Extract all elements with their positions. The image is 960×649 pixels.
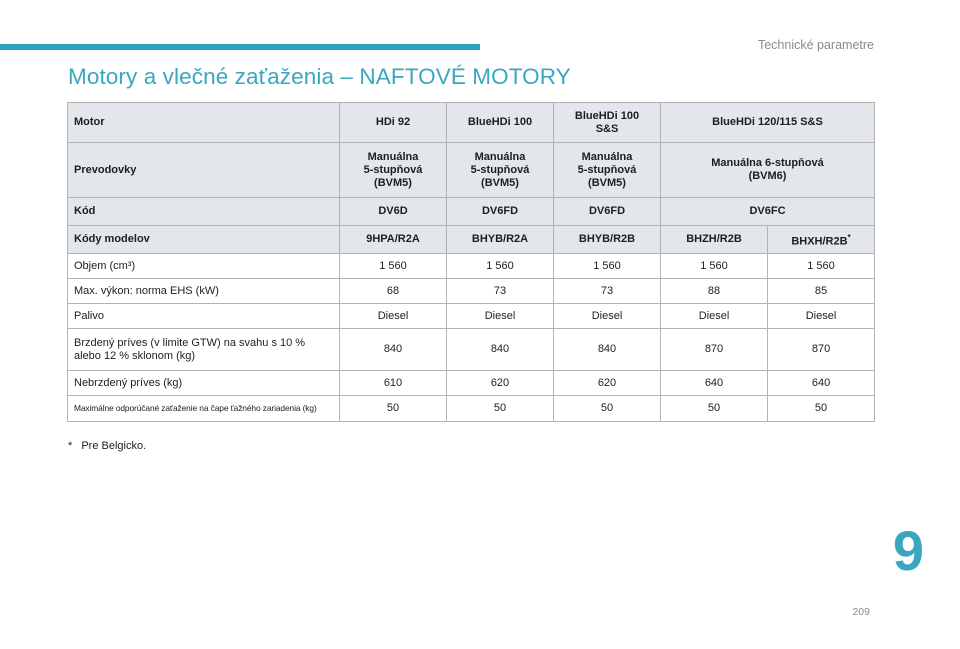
table-cell: 840	[554, 329, 661, 371]
footnote-marker: *	[68, 440, 73, 452]
row-label-code	[68, 198, 340, 226]
table-cell: Diesel	[661, 304, 768, 329]
table-cell: 620	[447, 371, 554, 396]
table-cell: 840	[447, 329, 554, 371]
table-cell: Diesel	[447, 304, 554, 329]
row-label-model_codes	[68, 226, 340, 254]
engine-spec-table	[67, 102, 875, 422]
table-cell: 640	[661, 371, 768, 396]
table-cell: BHYB/R2A	[447, 226, 554, 254]
table-cell: Manuálna 6-stupňová (BVM6)	[661, 143, 875, 198]
table-row-displacement	[68, 254, 875, 279]
table-row-power	[68, 279, 875, 304]
row-label-text: Kódy modelov	[74, 233, 150, 245]
table-row-code	[68, 198, 875, 226]
table-cell: BHYB/R2B	[554, 226, 661, 254]
footnote-text: Pre Belgicko.	[81, 440, 147, 452]
row-label-motor	[68, 103, 340, 143]
table-cell: BlueHDi 100	[447, 103, 554, 143]
table-cell: 870	[661, 329, 768, 371]
table-cell: Manuálna 5-stupňová (BVM5)	[554, 143, 661, 198]
table-row-gearbox	[68, 143, 875, 198]
table-row-braked_trailer	[68, 329, 875, 371]
table-cell: BlueHDi 120/115 S&S	[661, 103, 875, 143]
table-cell: Diesel	[340, 304, 447, 329]
row-label-text: Nebrzdený príves (kg)	[74, 376, 183, 389]
row-label-gearbox	[68, 143, 340, 198]
table-cell: Manuálna 5-stupňová (BVM5)	[340, 143, 447, 198]
table-cell: DV6D	[340, 198, 447, 226]
table-cell: 85	[768, 279, 875, 304]
row-label-fuel	[68, 304, 340, 329]
table-row-unbraked_trailer	[68, 371, 875, 396]
row-label-text: Palivo	[74, 309, 104, 322]
section-header: Technické parametre	[757, 38, 874, 52]
table-cell: 50	[768, 396, 875, 422]
table-cell: 1 560	[661, 254, 768, 279]
table-cell: 9HPA/R2A	[340, 226, 447, 254]
header-accent-bar	[0, 44, 480, 50]
row-label-text: Kód	[74, 205, 96, 217]
chapter-number: 9	[892, 519, 924, 582]
table-cell: Diesel	[768, 304, 875, 329]
row-label-unbraked_trailer	[68, 371, 340, 396]
table-cell: 50	[340, 396, 447, 422]
table-cell: Diesel	[554, 304, 661, 329]
table-cell: 840	[340, 329, 447, 371]
row-label-nose_weight	[68, 396, 340, 422]
row-label-text: Maximálne odporúčané zaťaženie na čape ťažného zariadenia (kg)	[74, 403, 317, 413]
table-cell: 620	[554, 371, 661, 396]
table-cell: BHZH/R2B	[661, 226, 768, 254]
table-cell: BlueHDi 100 S&S	[554, 103, 661, 143]
table-cell: DV6FD	[554, 198, 661, 226]
row-label-power	[68, 279, 340, 304]
row-label-text: Max. výkon: norma EHS (kW)	[74, 284, 219, 297]
table-cell: 68	[340, 279, 447, 304]
table-cell: 1 560	[340, 254, 447, 279]
table-cell: 610	[340, 371, 447, 396]
table-cell: Manuálna 5-stupňová (BVM5)	[447, 143, 554, 198]
table-cell: HDi 92	[340, 103, 447, 143]
row-label-braked_trailer	[68, 329, 340, 371]
row-label-displacement	[68, 254, 340, 279]
row-label-text: Prevodovky	[74, 163, 137, 176]
table-cell: 870	[768, 329, 875, 371]
row-label-text: Brzdený príves (v limite GTW) na svahu s 10 % alebo 12 % sklonom (kg)	[74, 336, 306, 362]
table-cell: 88	[661, 279, 768, 304]
table-row-motor	[68, 103, 875, 143]
table-cell: 50	[447, 396, 554, 422]
table-cell: 73	[447, 279, 554, 304]
table-cell: 1 560	[447, 254, 554, 279]
table-cell: 73	[554, 279, 661, 304]
row-label-text: Motor	[74, 116, 105, 128]
table-cell: 1 560	[768, 254, 875, 279]
table-cell: 1 560	[554, 254, 661, 279]
table-cell: DV6FD	[447, 198, 554, 226]
row-label-text: Objem (cm³)	[74, 259, 136, 272]
page-title: Motory a vlečné zaťaženia – NAFTOVÉ MOTORY	[68, 64, 571, 89]
table-cell: BHXH/R2B*	[768, 226, 875, 254]
table-cell: 50	[661, 396, 768, 422]
table-cell: 50	[554, 396, 661, 422]
table-row-model_codes	[68, 226, 875, 254]
footnote-ref: *	[847, 232, 851, 242]
table-row-nose_weight	[68, 396, 875, 422]
table-row-fuel	[68, 304, 875, 329]
table-cell: 640	[768, 371, 875, 396]
table-cell: DV6FC	[661, 198, 875, 226]
page-number: 209	[852, 606, 870, 618]
footnote	[68, 440, 146, 452]
